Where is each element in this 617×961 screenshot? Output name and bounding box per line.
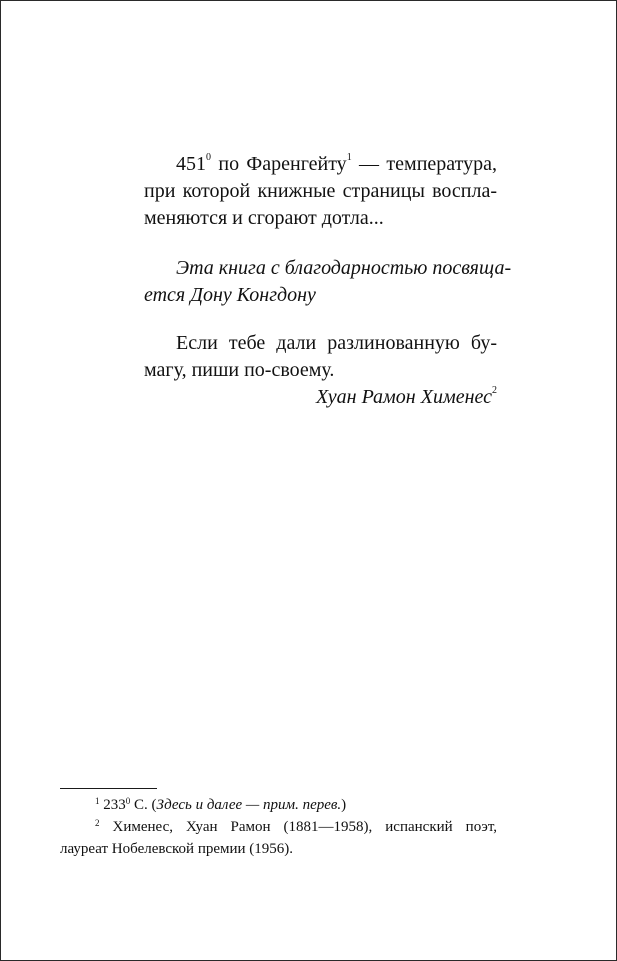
- epigraph-jimenez: [144, 330, 497, 411]
- footnote-1-temperature: 233: [103, 797, 126, 813]
- temperature-number: 451: [176, 153, 206, 175]
- footnote-1: [60, 795, 497, 817]
- footnote-1-note: Здесь и далее — прим. перев.: [156, 797, 342, 813]
- footnote-ref-2: 2: [492, 385, 497, 397]
- degree-superscript: 0: [206, 152, 211, 164]
- dedication: [144, 255, 512, 309]
- epigraph-line-1: [144, 151, 497, 178]
- quote-line-1: Если тебе дали разлинованную бу-: [176, 332, 497, 354]
- dedication-line-1: Эта книга с благодарностью посвяща-: [176, 257, 512, 279]
- author-name: Хуан Рамон Хименес: [315, 386, 492, 408]
- footnote-1-degree: 0: [125, 796, 131, 806]
- footnote-1-close: ): [341, 797, 347, 813]
- footnotes: [60, 795, 497, 860]
- epigraph-line-3: меняются и сгорают дотла...: [144, 207, 384, 229]
- quote-author: [144, 384, 497, 411]
- footnote-2-line-1: [60, 817, 497, 839]
- epigraph-line-2: при которой книжные страницы воспла-: [144, 180, 497, 202]
- temperature-word: — температура,: [351, 153, 497, 175]
- footnote-separator: [60, 788, 157, 789]
- footnote-1-number: 1: [95, 796, 100, 806]
- footnote-2-text: Хименес, Хуан Рамон (1881—1958), испанский поэт,: [112, 819, 498, 835]
- dedication-line-2: ется Дону Конгдону: [144, 284, 316, 306]
- fahrenheit-text: по Фаренгейту: [211, 153, 347, 175]
- footnote-ref-1: 1: [346, 152, 352, 164]
- footnote-2-number: 2: [95, 818, 100, 828]
- quote-line-2: магу, пиши по-своему.: [144, 359, 335, 381]
- epigraph-fahrenheit: [144, 151, 497, 232]
- footnote-1-unit: С. (: [130, 797, 157, 813]
- footnote-2-line-2: лауреат Нобелевской премии (1956).: [60, 841, 294, 857]
